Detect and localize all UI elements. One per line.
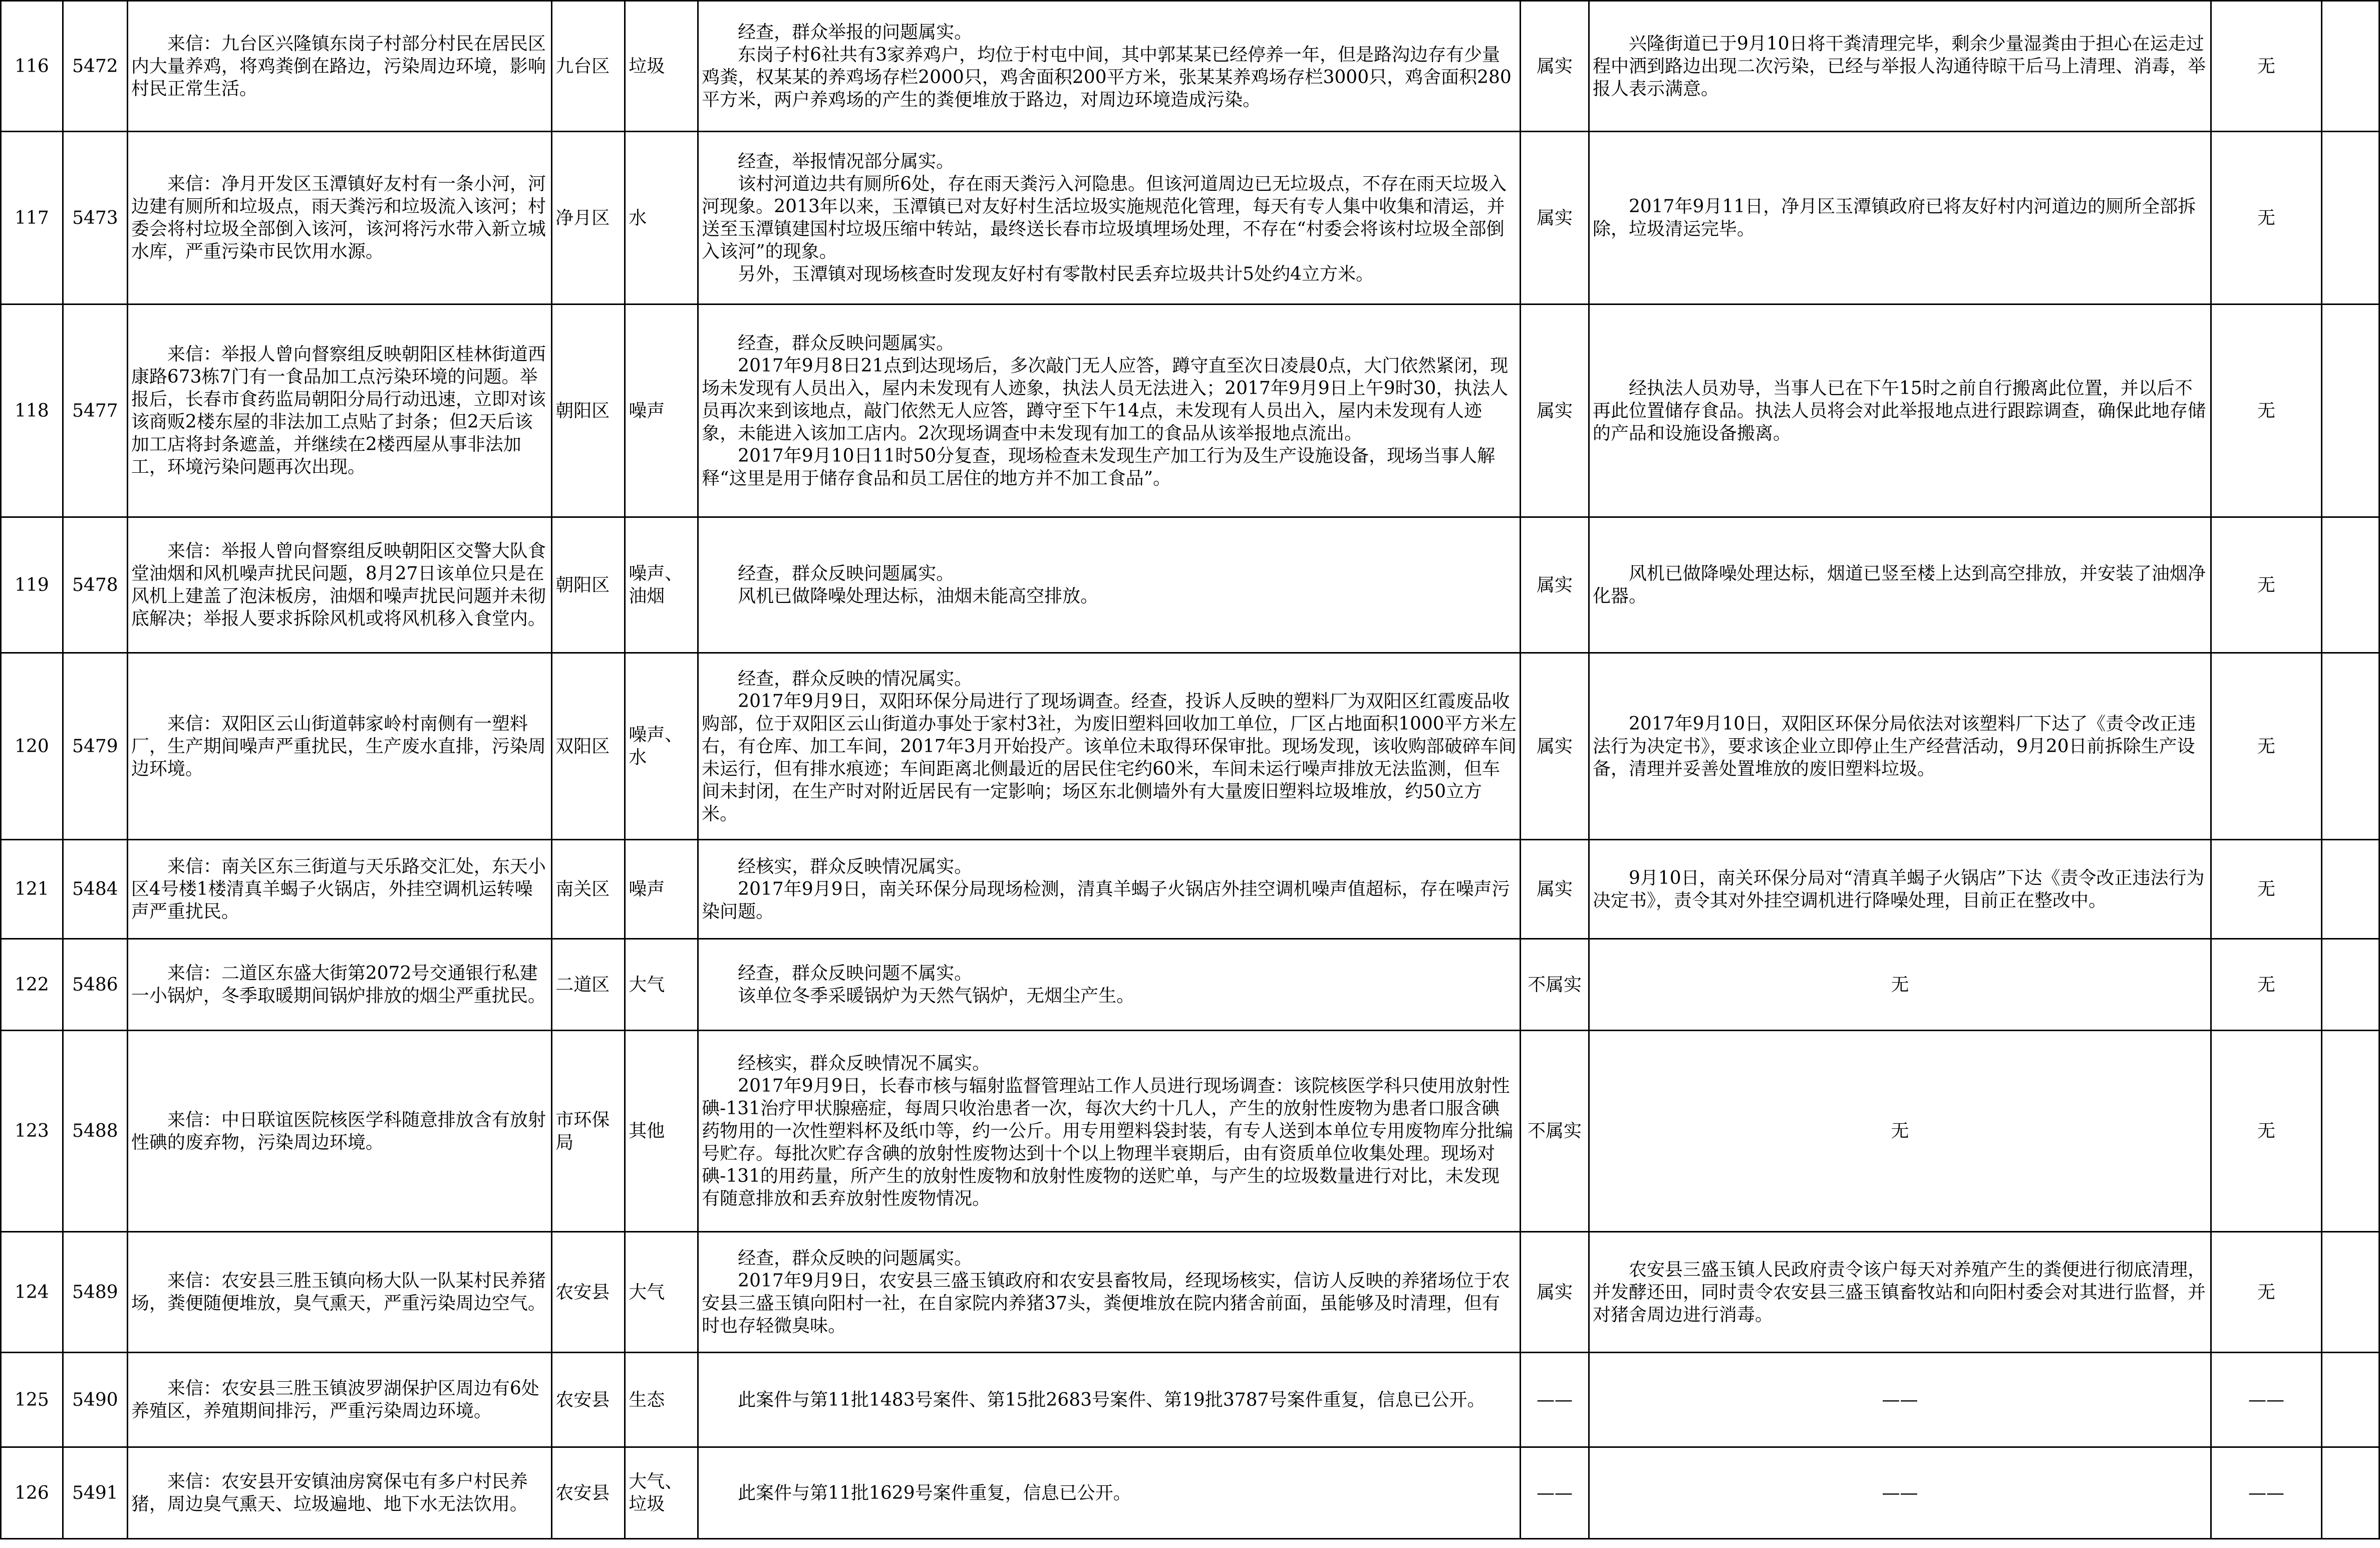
district-cell: 农安县 [552, 1447, 625, 1539]
findings-paragraph: 此案件与第11批1483号案件、第15批2683号案件、第19批3787号案件重复，信息已公开。 [738, 1389, 1485, 1410]
accountability-cell: 无 [2211, 1031, 2322, 1232]
handling-text: 无 [1891, 1121, 1909, 1141]
verdict-cell: 不属实 [1521, 939, 1589, 1031]
handling-cell [1589, 1232, 2211, 1353]
complaint-text: 来信：中日联谊医院核医学科随意排放含有放射性碘的废弃物，污染周边环境。 [131, 1109, 546, 1153]
accountability-cell: 无 [2211, 939, 2322, 1031]
table-row [1, 939, 2379, 1031]
handling-text: 兴隆街道已于9月10日将干粪清理完毕，剩余少量湿粪由于担心在运走过程中洒到路边出现二次污染，已经与举报人沟通待晾干后马上清理、消毒，举报人表示满意。 [1592, 33, 2206, 99]
verdict-cell: 属实 [1521, 653, 1589, 840]
verdict-cell: 属实 [1521, 1232, 1589, 1353]
district-cell: 双阳区 [552, 653, 625, 840]
empty-cell [2322, 1, 2379, 132]
empty-cell [2322, 653, 2379, 840]
handling-cell [1589, 517, 2211, 653]
empty-cell [2322, 1232, 2379, 1353]
findings-paragraph: 2017年9月10日11时50分复查，现场检查未发现生产加工行为及生产设施设备，现场当事人解释“这里是用于储存食品和员工居住的地方并不加工食品”。 [702, 445, 1496, 489]
accountability-cell: —— [2211, 1353, 2322, 1447]
findings-paragraph: 此案件与第11批1629号案件重复，信息已公开。 [738, 1482, 1131, 1503]
pollution-type-cell: 生态 [625, 1353, 698, 1447]
case-code-cell: 5484 [63, 840, 127, 939]
empty-cell [2322, 840, 2379, 939]
complaint-cell [127, 840, 551, 939]
findings-cell [698, 1232, 1521, 1353]
case-table-body [1, 1, 2379, 1539]
case-code-cell: 5486 [63, 939, 127, 1031]
accountability-cell: 无 [2211, 304, 2322, 517]
handling-text: 农安县三盛玉镇人民政府责令该户每天对养殖产生的粪便进行彻底清理，并发酵还田，同时责令农安县三盛玉镇畜牧站和向阳村委会对其进行监督，并对猪舍周边进行消毒。 [1592, 1259, 2206, 1325]
handling-text: —— [1882, 1482, 1918, 1503]
empty-cell [2322, 517, 2379, 653]
verdict-cell: —— [1521, 1447, 1589, 1539]
complaint-cell [127, 1447, 551, 1539]
handling-text: 风机已做降噪处理达标，烟道已竖至楼上达到高空排放，并安装了油烟净化器。 [1592, 563, 2206, 606]
complaint-text: 来信：举报人曾向督察组反映朝阳区桂林街道西康路673栋7门有一食品加工点污染环境的问题。举报后，长春市食药监局朝阳分局行动迅速，立即对该该商贩2楼东屋的非法加工点贴了封条；但2天后该加工店将封条遮盖，并继续在2楼西屋从事非法加工，环境污染问题再次出现。 [131, 344, 546, 477]
accountability-cell: 无 [2211, 1232, 2322, 1353]
pollution-type-cell: 噪声、油烟 [625, 517, 698, 653]
findings-paragraph: 该村河道边共有厕所6处，存在雨天粪污入河隐患。但该河道周边已无垃圾点，不存在雨天垃圾入河现象。2013年以来，玉潭镇已对友好村生活垃圾实施规范化管理，每天有专人集中收集和清运，并送至玉潭镇建国村垃圾压缩中转站，最终送长春市垃圾填埋场处理，不存在“村委会将该村垃圾全部倒入该河”的现象。 [702, 174, 1507, 262]
empty-cell [2322, 939, 2379, 1031]
findings-paragraph: 东岗子村6社共有3家养鸡户，均位于村屯中间，其中郭某某已经停养一年，但是路沟边存有少量鸡粪，权某某的养鸡场存栏2000只，鸡舍面积200平方米，张某某养鸡场存栏3000只，鸡舍面积280平方米，两户养鸡场的产生的粪便堆放于路边，对周边环境造成污染。 [702, 45, 1512, 110]
accountability-cell: 无 [2211, 653, 2322, 840]
handling-cell [1589, 132, 2211, 304]
district-cell: 朝阳区 [552, 517, 625, 653]
row-number-cell: 122 [1, 939, 63, 1031]
handling-cell [1589, 653, 2211, 840]
empty-cell [2322, 304, 2379, 517]
findings-paragraph: 2017年9月9日，南关环保分局现场检测，清真羊蝎子火锅店外挂空调机噪声值超标，存在噪声污染问题。 [702, 879, 1510, 922]
findings-paragraph: 风机已做降噪处理达标，油烟未能高空排放。 [738, 586, 1099, 606]
case-code-cell: 5489 [63, 1232, 127, 1353]
pollution-type-cell: 噪声 [625, 304, 698, 517]
findings-paragraph: 2017年9月9日，农安县三盛玉镇政府和农安县畜牧局，经现场核实，信访人反映的养猪场位于农安县三盛玉镇向阳村一社，在自家院内养猪37头，粪便堆放在院内猪舍前面，虽能够及时清理，但有时也存轻微臭味。 [702, 1271, 1510, 1336]
complaint-text: 来信：九台区兴隆镇东岗子村部分村民在居民区内大量养鸡，将鸡粪倒在路边，污染周边环境，影响村民正常生活。 [131, 33, 546, 99]
table-row [1, 304, 2379, 517]
district-cell: 南关区 [552, 840, 625, 939]
handling-cell [1589, 840, 2211, 939]
table-row [1, 840, 2379, 939]
findings-cell [698, 939, 1521, 1031]
handling-cell [1589, 1031, 2211, 1232]
accountability-cell: 无 [2211, 1, 2322, 132]
findings-paragraph: 经核实，群众反映情况不属实。 [738, 1053, 991, 1074]
complaint-text: 来信：南关区东三街道与天乐路交汇处，东天小区4号楼1楼清真羊蝎子火锅店，外挂空调机运转噪声严重扰民。 [131, 856, 546, 922]
findings-paragraph: 经查，群众举报的问题属实。 [738, 22, 973, 43]
complaint-cell [127, 132, 551, 304]
complaint-text: 来信：净月开发区玉潭镇好友村有一条小河，河边建有厕所和垃圾点，雨天粪污和垃圾流入该河；村委会将村垃圾全部倒入该河，该河将污水带入新立城水库，严重污染市民饮用水源。 [131, 174, 546, 262]
pollution-type-cell: 水 [625, 132, 698, 304]
pollution-type-cell: 大气 [625, 939, 698, 1031]
empty-cell [2322, 1031, 2379, 1232]
row-number-cell: 121 [1, 840, 63, 939]
case-code-cell: 5479 [63, 653, 127, 840]
handling-cell [1589, 1447, 2211, 1539]
complaint-text: 来信：农安县三胜玉镇向杨大队一队某村民养猪场，粪便随便堆放，臭气熏天，严重污染周边空气。 [131, 1271, 546, 1314]
complaint-cell [127, 1, 551, 132]
empty-cell [2322, 1447, 2379, 1539]
case-code-cell: 5488 [63, 1031, 127, 1232]
pollution-type-cell: 噪声、水 [625, 653, 698, 840]
pollution-type-cell: 垃圾 [625, 1, 698, 132]
complaint-cell [127, 653, 551, 840]
verdict-cell: 属实 [1521, 1, 1589, 132]
complaint-text: 来信：二道区东盛大街第2072号交通银行私建一小锅炉，冬季取暖期间锅炉排放的烟尘严重扰民。 [131, 963, 546, 1006]
table-row [1, 1, 2379, 132]
table-row [1, 653, 2379, 840]
findings-paragraph: 经查，群众反映的情况属实。 [738, 668, 973, 689]
findings-paragraph: 该单位冬季采暖锅炉为天然气锅炉，无烟尘产生。 [738, 986, 1135, 1006]
empty-cell [2322, 1353, 2379, 1447]
handling-text: 无 [1891, 974, 1909, 995]
complaint-text: 来信：双阳区云山街道韩家岭村南侧有一塑料厂，生产期间噪声严重扰民，生产废水直排，污染周边环境。 [131, 713, 546, 779]
row-number-cell: 123 [1, 1031, 63, 1232]
complaint-cell [127, 939, 551, 1031]
complaint-text: 来信：农安县三胜玉镇波罗湖保护区周边有6处养殖区，养殖期间排污，严重污染周边环境。 [131, 1378, 539, 1421]
verdict-cell: —— [1521, 1353, 1589, 1447]
findings-paragraph: 2017年9月9日，长春市核与辐射监督管理站工作人员进行现场调查：该院核医学科只使用放射性碘-131治疗甲状腺癌症，每周只收治患者一次，每次大约十几人，产生的放射性废物为患者口服含碘药物用的一次性塑料杯及纸巾等，约一公斤。用专用塑料袋封装，有专人送到本单位专用废物库分批编号贮存。每批次贮存含碘的放射性废物达到十个以上物理半衰期后，由有资质单位收集处理。现场对碘-131的用药量，所产生的放射性废物和放射性废物的送贮单，与产生的垃圾数量进行对比，未发现有随意排放和丢弃放射性废物情况。 [702, 1076, 1514, 1209]
table-row [1, 1447, 2379, 1539]
case-code-cell: 5490 [63, 1353, 127, 1447]
district-cell: 朝阳区 [552, 304, 625, 517]
case-code-cell: 5473 [63, 132, 127, 304]
pollution-type-cell: 噪声 [625, 840, 698, 939]
row-number-cell: 119 [1, 517, 63, 653]
case-code-cell: 5478 [63, 517, 127, 653]
handling-text: 经执法人员劝导，当事人已在下午15时之前自行搬离此位置，并以后不再此位置储存食品。执法人员将会对此举报地点进行跟踪调查，确保此地存储的产品和设施设备搬离。 [1592, 378, 2206, 444]
findings-paragraph: 经查，群众反映问题不属实。 [738, 963, 973, 984]
handling-cell [1589, 304, 2211, 517]
handling-text: 2017年9月11日，净月区玉潭镇政府已将友好村内河道边的厕所全部拆除，垃圾清运完毕。 [1592, 196, 2196, 239]
verdict-cell: 属实 [1521, 132, 1589, 304]
table-row [1, 1353, 2379, 1447]
case-code-cell: 5491 [63, 1447, 127, 1539]
district-cell: 二道区 [552, 939, 625, 1031]
row-number-cell: 116 [1, 1, 63, 132]
empty-cell [2322, 132, 2379, 304]
row-number-cell: 124 [1, 1232, 63, 1353]
row-number-cell: 120 [1, 653, 63, 840]
complaint-cell [127, 1031, 551, 1232]
complaint-cell [127, 1353, 551, 1447]
findings-cell [698, 1, 1521, 132]
complaint-cell [127, 1232, 551, 1353]
verdict-cell: 属实 [1521, 304, 1589, 517]
complaint-text: 来信：农安县开安镇油房窝保屯有多户村民养猪，周边臭气熏天、垃圾遍地、地下水无法饮用。 [131, 1471, 528, 1514]
findings-cell [698, 653, 1521, 840]
findings-cell [698, 840, 1521, 939]
verdict-cell: 属实 [1521, 840, 1589, 939]
findings-paragraph: 经核实，群众反映情况属实。 [738, 856, 973, 877]
handling-text: 9月10日，南关环保分局对“清真羊蝎子火锅店”下达《责令改正违法行为决定书》，责令其对外挂空调机进行降噪处理，目前正在整改中。 [1592, 867, 2205, 911]
table-row [1, 1031, 2379, 1232]
findings-cell [698, 1447, 1521, 1539]
accountability-cell: —— [2211, 1447, 2322, 1539]
pollution-type-cell: 大气、垃圾 [625, 1447, 698, 1539]
complaint-text: 来信：举报人曾向督察组反映朝阳区交警大队食堂油烟和风机噪声扰民问题，8月27日该单位只是在风机上建盖了泡沫板房，油烟和噪声扰民问题并未彻底解决；举报人要求拆除风机或将风机移入食堂内。 [131, 541, 546, 629]
verdict-cell: 不属实 [1521, 1031, 1589, 1232]
district-cell: 农安县 [552, 1232, 625, 1353]
handling-text: —— [1882, 1389, 1918, 1410]
findings-paragraph: 经查，举报情况部分属实。 [738, 151, 955, 172]
pollution-type-cell: 大气 [625, 1232, 698, 1353]
findings-cell [698, 517, 1521, 653]
findings-cell [698, 1353, 1521, 1447]
pollution-type-cell: 其他 [625, 1031, 698, 1232]
findings-paragraph: 经查，群众反映问题属实。 [738, 333, 955, 354]
district-cell: 市环保局 [552, 1031, 625, 1232]
row-number-cell: 125 [1, 1353, 63, 1447]
case-code-cell: 5472 [63, 1, 127, 132]
handling-text: 2017年9月10日，双阳区环保分局依法对该塑料厂下达了《责令改正违法行为决定书》，要求该企业立即停止生产经营活动，9月20日前拆除生产设备，清理并妥善处置堆放的废旧塑料垃圾。 [1592, 713, 2196, 779]
handling-cell [1589, 1, 2211, 132]
findings-paragraph: 经查，群众反映问题属实。 [738, 563, 955, 584]
findings-paragraph: 2017年9月9日，双阳环保分局进行了现场调查。经查，投诉人反映的塑料厂为双阳区红霞废品收购部，位于双阳区云山街道办事处于家村3社，为废旧塑料回收加工单位，厂区占地面积1000平方米左右，有仓库、加工车间，2017年3月开始投产。该单位未取得环保审批。现场发现，该收购部破碎车间未运行，但有排水痕迹；车间距离北侧最近的居民住宅约60米，车间未运行噪声排放无法监测，但车间未封闭，在生产时对附近居民有一定影响；场区东北侧墙外有大量废旧塑料垃圾堆放，约50立方米。 [702, 691, 1517, 824]
verdict-cell: 属实 [1521, 517, 1589, 653]
accountability-cell: 无 [2211, 132, 2322, 304]
table-row [1, 132, 2379, 304]
complaint-cell [127, 517, 551, 653]
findings-paragraph: 另外，玉潭镇对现场核查时发现友好村有零散村民丢弃垃圾共计5处约4立方米。 [738, 264, 1374, 284]
findings-paragraph: 2017年9月8日21点到达现场后，多次敲门无人应答，蹲守直至次日凌晨0点，大门依然紧闭，现场未发现有人员出入，屋内未发现有人迹象，执法人员无法进入；2017年9月9日上午9时30，执法人员再次来到该地点，敲门依然无人应答，蹲守至下午14点，未发现有人员出入，屋内未发现有人迹象，未能进入该加工店内。2次现场调查中未发现有加工的食品从该举报地点流出。 [702, 355, 1509, 444]
findings-paragraph: 经查，群众反映的问题属实。 [738, 1248, 973, 1269]
accountability-cell: 无 [2211, 840, 2322, 939]
findings-cell [698, 304, 1521, 517]
table-row [1, 517, 2379, 653]
case-code-cell: 5477 [63, 304, 127, 517]
handling-cell [1589, 939, 2211, 1031]
accountability-cell: 无 [2211, 517, 2322, 653]
complaint-cell [127, 304, 551, 517]
row-number-cell: 126 [1, 1447, 63, 1539]
district-cell: 净月区 [552, 132, 625, 304]
handling-cell [1589, 1353, 2211, 1447]
row-number-cell: 118 [1, 304, 63, 517]
table-row [1, 1232, 2379, 1353]
district-cell: 农安县 [552, 1353, 625, 1447]
findings-cell [698, 132, 1521, 304]
row-number-cell: 117 [1, 132, 63, 304]
district-cell: 九台区 [552, 1, 625, 132]
findings-cell [698, 1031, 1521, 1232]
